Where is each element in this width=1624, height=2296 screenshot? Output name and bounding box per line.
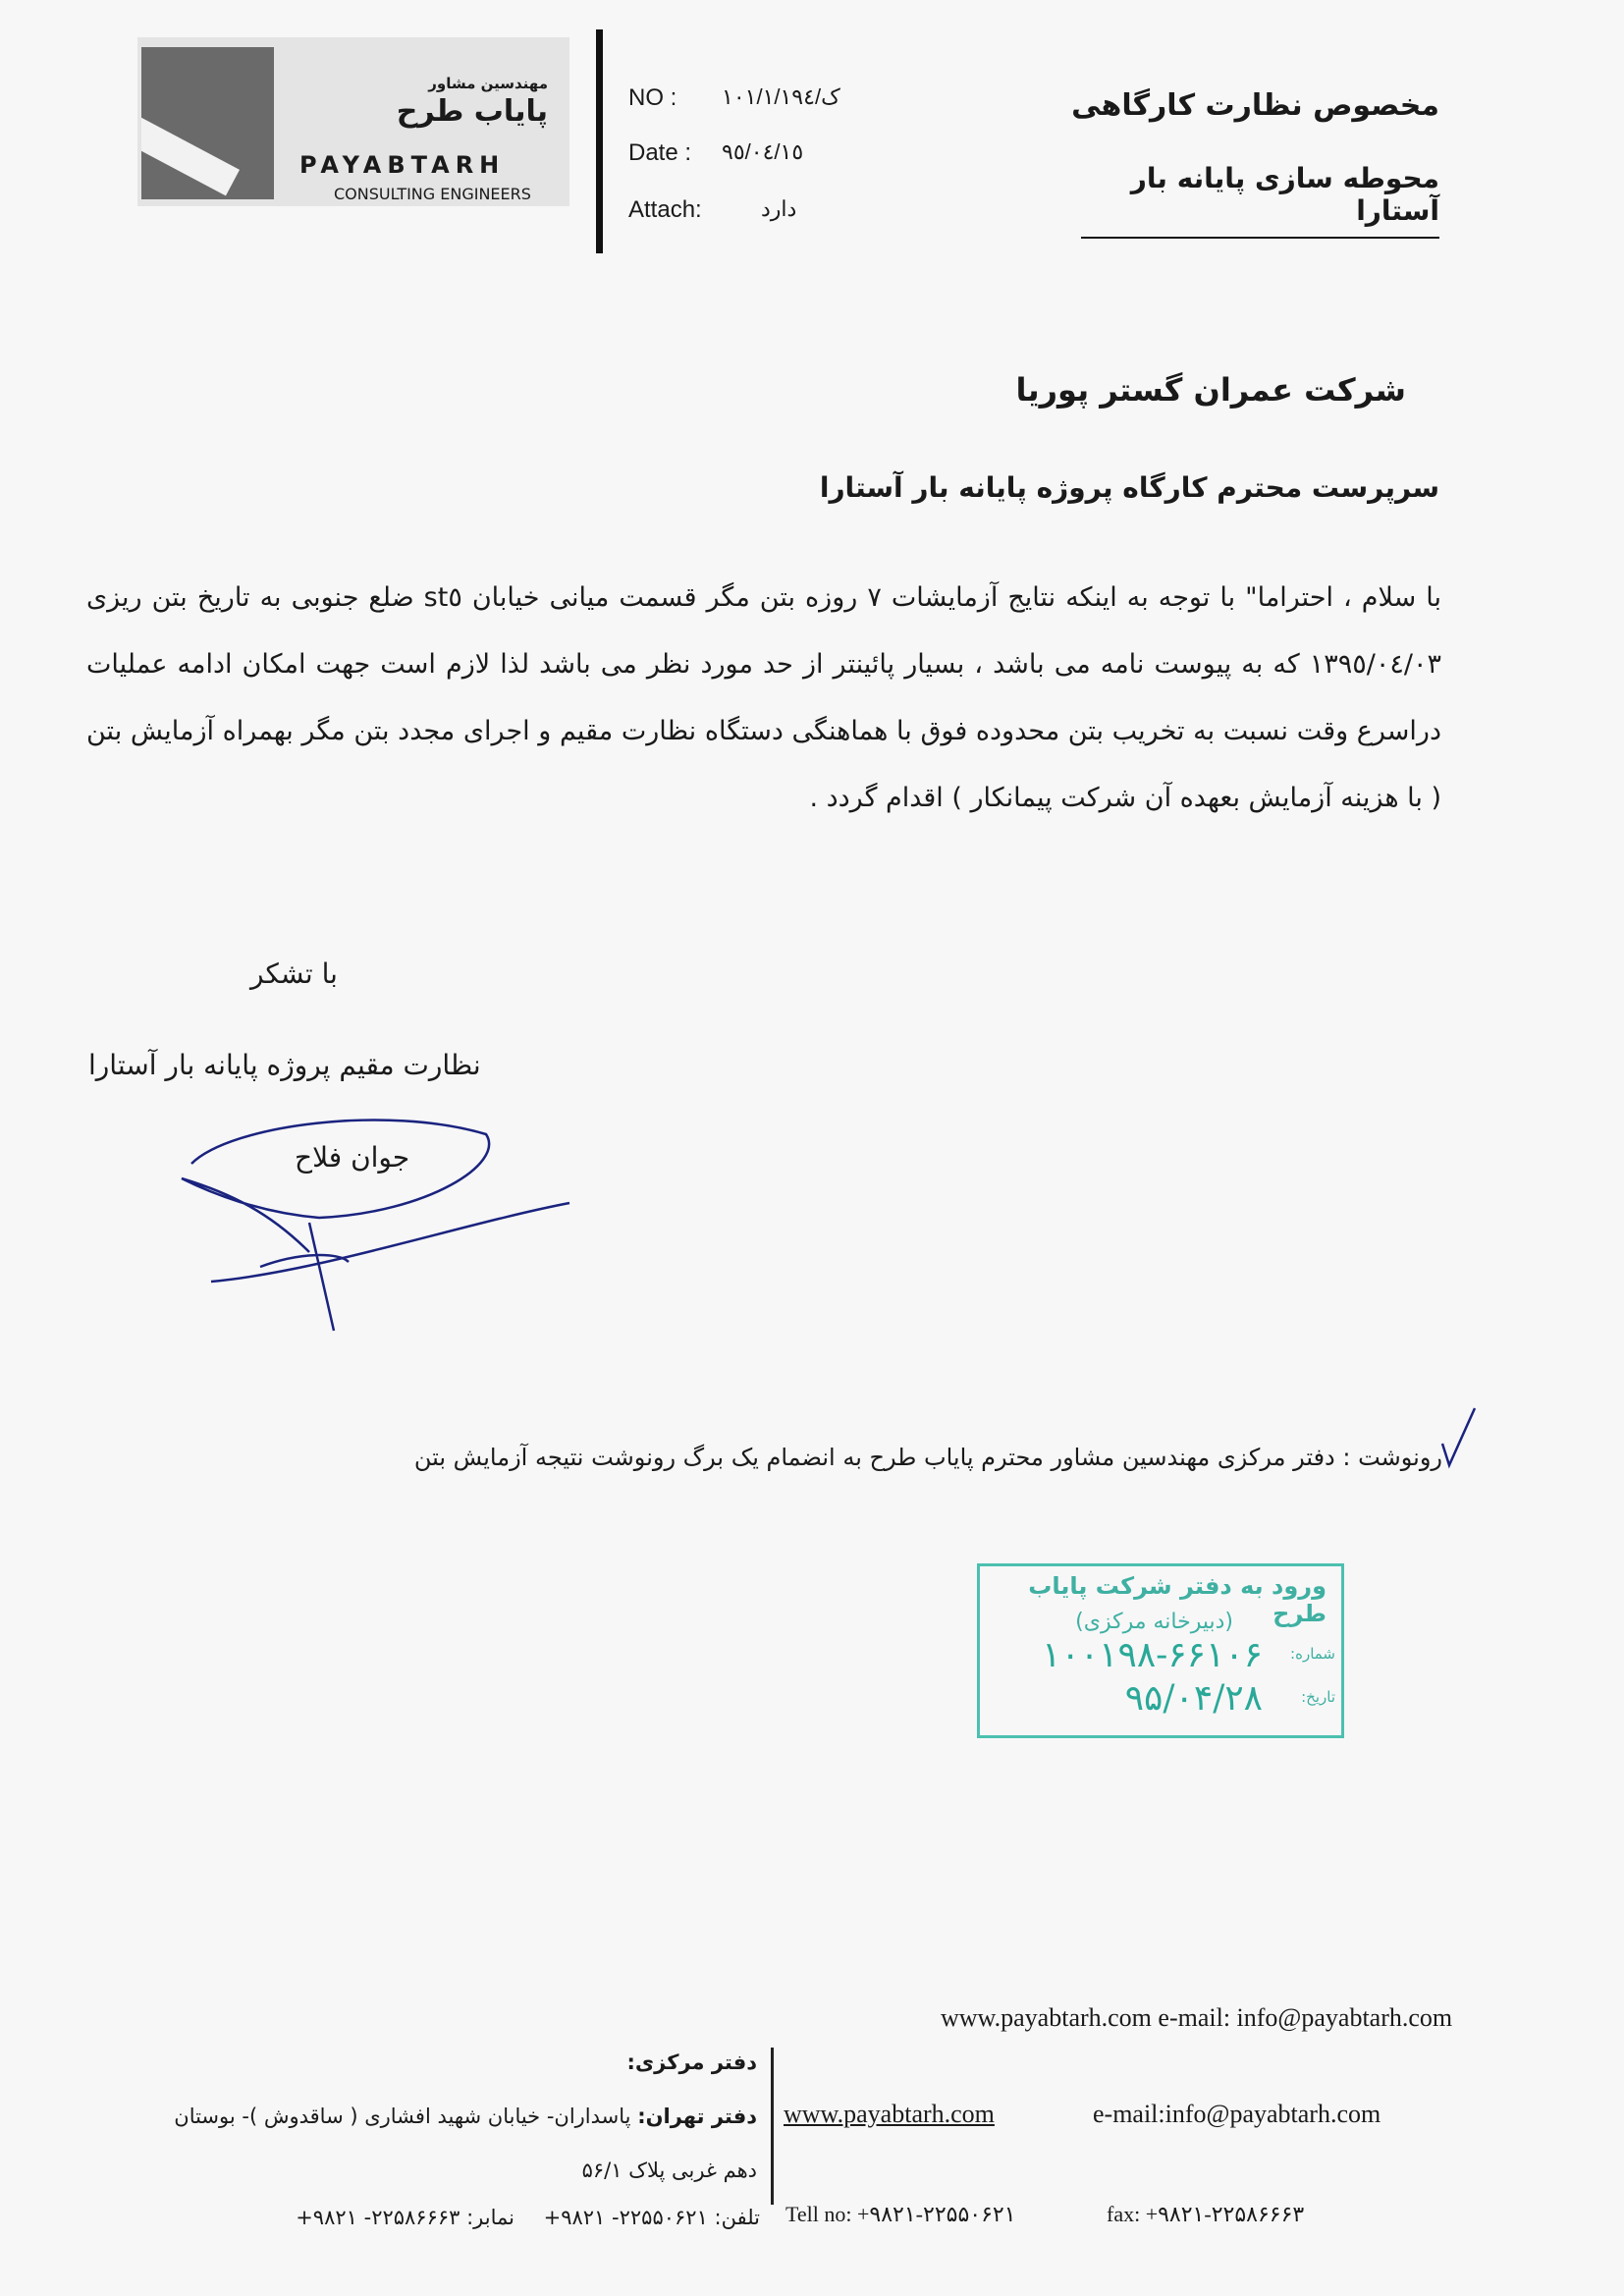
stamp-title: ورود به دفتر شرکت پایاب طرح (1028, 1572, 1326, 1627)
letter-attach (628, 196, 797, 224)
footer-fax-fa: نمابر: ۲۲۵۸۶۶۶۳- ۹۸۲۱+ (296, 2206, 514, 2229)
footer-central-office: دفتر مرکزی: (626, 2050, 757, 2074)
tehran-label: دفتر تهران: (637, 2105, 757, 2128)
attach-label: Attach: (628, 196, 702, 223)
footer-website-link[interactable]: www.payabtarh.com (784, 2100, 995, 2128)
logo-en-name: PAYABTARH (299, 151, 506, 179)
letter-date (628, 139, 804, 167)
tehran-address: پاسداران- خیابان شهید افشاری ( ساقدوش )- بوستان (174, 2105, 638, 2128)
check-mark-icon (1437, 1404, 1477, 1473)
logo-mark (141, 47, 274, 199)
footer-tehran-address2: دهم غربی پلاک ۵۶/۱ (581, 2159, 757, 2182)
date-label: Date : (628, 139, 692, 166)
date-value: ۹٥/۰٤/۱٥ (722, 139, 804, 164)
recipient-subject: سرپرست محترم کارگاه پروژه پایانه بار آستارا (819, 471, 1439, 504)
attach-value: دارد (761, 196, 797, 221)
logo-fa-small: مهندسین مشاور (428, 75, 548, 92)
stamp-date: ۹۵/۰۴/۲۸ (1124, 1678, 1263, 1719)
footer-email[interactable]: e-mail:info@payabtarh.com (1093, 2100, 1381, 2128)
footer-divider (771, 2048, 774, 2205)
footer-fax-en: fax: +۹۸۲۱-۲۲۵۸۶۶۶۳ (1107, 2202, 1305, 2226)
stamp-subtitle: (دبیرخانه مرکزی) (1075, 1610, 1233, 1634)
no-label: NO : (628, 84, 677, 111)
signer-title: نظارت مقیم پروژه پایانه بار آستارا (88, 1049, 481, 1081)
footer-web-line: www.payabtarh.com e-mail: info@payabtarh.com (941, 2003, 1453, 2032)
signature-name: جوان فلاح (295, 1141, 410, 1174)
stamp-date-label: تاریخ: (1301, 1688, 1335, 1706)
footer-tehran-address (174, 2105, 757, 2128)
letter-body: با سلام ، احتراما" با توجه به اینکه نتایج آزمایشات ۷ روزه بتن مگر قسمت میانی خیابان st٥ ضلع جنوبی به تاریخ بتن ریزی ۱۳۹٥/۰٤/۰۳ که به پیوست نامه می باشد ، بسیار پائینتر از حد مورد نظر می باشد لذا لازم است جهت امکان ادامه عملیات دراسرع وقت نسبت به تخریب بتن محدوده فوق با هماهنگی دستگاه نظارت مقیم و اجرای مجدد بتن مگر بهمراه آزمایش بتن ( با هزینه آزمایش بعهده آن شرکت پیمانکار ) اقدام گردد . (86, 582, 1441, 813)
header-title: مخصوص نظارت کارگاهی (1071, 88, 1439, 123)
carbon-copy-note: رونوشت : دفتر مرکزی مهندسین مشاور محترم پایاب طرح به انضمام یک برگ رونوشت نتیجه آزمایش بتن (413, 1444, 1442, 1471)
recipient-company: شرکت عمران گستر پوریا (1015, 371, 1406, 409)
letter-number (628, 84, 840, 112)
header-divider (596, 29, 603, 253)
footer-phone-en: Tell no: +۹۸۲۱-۲۲۵۵۰۶۲۱ (785, 2202, 1016, 2226)
stamp-number-label: شماره: (1290, 1645, 1335, 1663)
header-project: محوطه سازی پایانه بار آستارا (1081, 162, 1439, 239)
closing-thanks: با تشکر (250, 957, 338, 990)
logo-en-sub: CONSULTING ENGINEERS (334, 185, 531, 203)
signature (172, 1105, 584, 1340)
no-value: ۱۰۱/ک/۱/۱۹٤ (722, 84, 840, 109)
logo-fa-name: پایاب طرح (396, 94, 548, 129)
received-stamp (977, 1563, 1344, 1738)
footer-phone-fa: تلفن: ۲۲۵۵۰۶۲۱- ۹۸۲۱+ (543, 2206, 760, 2229)
stamp-number: ۱۰۰۱۹۸-۶۶۱۰۶ (1042, 1635, 1263, 1675)
company-logo (137, 37, 569, 206)
